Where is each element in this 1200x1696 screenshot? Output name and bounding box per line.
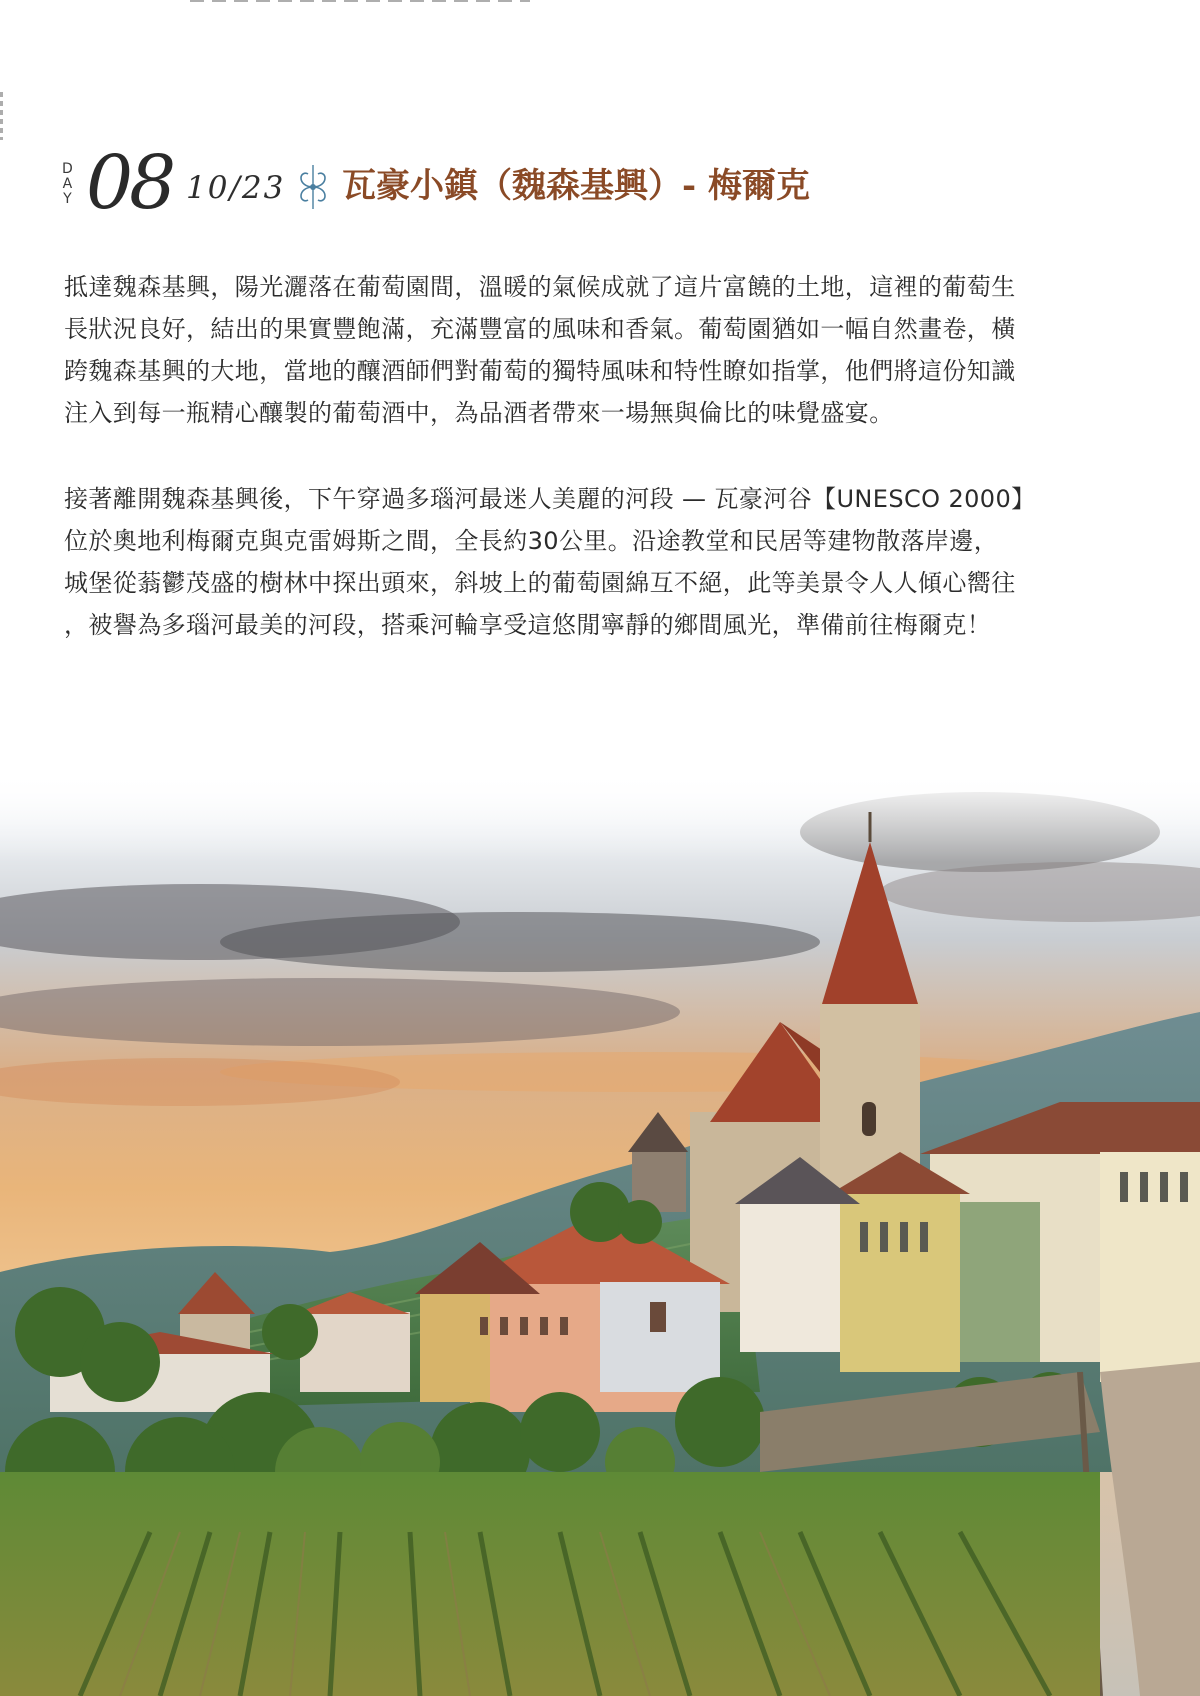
day-letter-y: Y — [63, 191, 72, 207]
paragraph-line: 長狀況良好，結出的果實豐飽滿，充滿豐富的風味和香氣。葡萄園猶如一幅自然畫卷，橫 — [64, 315, 1016, 343]
ornament-icon — [296, 163, 330, 211]
day-number: 08 — [86, 140, 173, 226]
paragraph-line: 位於奧地利梅爾克與克雷姆斯之間，全長約30公里。沿途教堂和民居等建物散落岸邊， — [64, 527, 999, 555]
page-edge-marks — [0, 92, 3, 140]
paragraph-line: 注入到每一瓶精心釀製的葡萄酒中，為品酒者帶來一場無與倫比的味覺盛宴。 — [64, 399, 894, 427]
cropped-previous-text — [190, 0, 530, 4]
day-label — [62, 162, 73, 207]
paragraph-line: 城堡從蓊鬱茂盛的樹林中探出頭來，斜坡上的葡萄園綿互不絕，此等美景令人人傾心嚮往 — [64, 569, 1016, 597]
paragraph-line: 接著離開魏森基興後，下午穿過多瑙河最迷人美麗的河段 — 瓦豪河谷【UNESCO 2000】 — [64, 485, 1036, 513]
day-letter-d: D — [62, 161, 73, 177]
paragraph-line: 跨魏森基興的大地，當地的釀酒師們對葡萄的獨特風味和特性瞭如指掌，他們將這份知識 — [64, 357, 1016, 385]
wachau-village-photo — [0, 772, 1200, 1696]
day-header — [62, 140, 1142, 230]
day-letter-a: A — [62, 176, 73, 192]
paragraph-winery — [64, 266, 1144, 434]
paragraph-line: 抵達魏森基興，陽光灑落在葡萄園間，溫暖的氣候成就了這片富饒的土地，這裡的葡萄生 — [64, 273, 1016, 301]
paragraph-wachau — [64, 478, 1144, 646]
paragraph-line: ，被譽為多瑙河最美的河段，搭乘河輪享受這悠閒寧靜的鄉間風光，準備前往梅爾克！ — [64, 611, 992, 639]
day-date: 10/23 — [186, 170, 286, 206]
day-title: 瓦豪小鎮（魏森基興）- 梅爾克 — [342, 166, 810, 206]
